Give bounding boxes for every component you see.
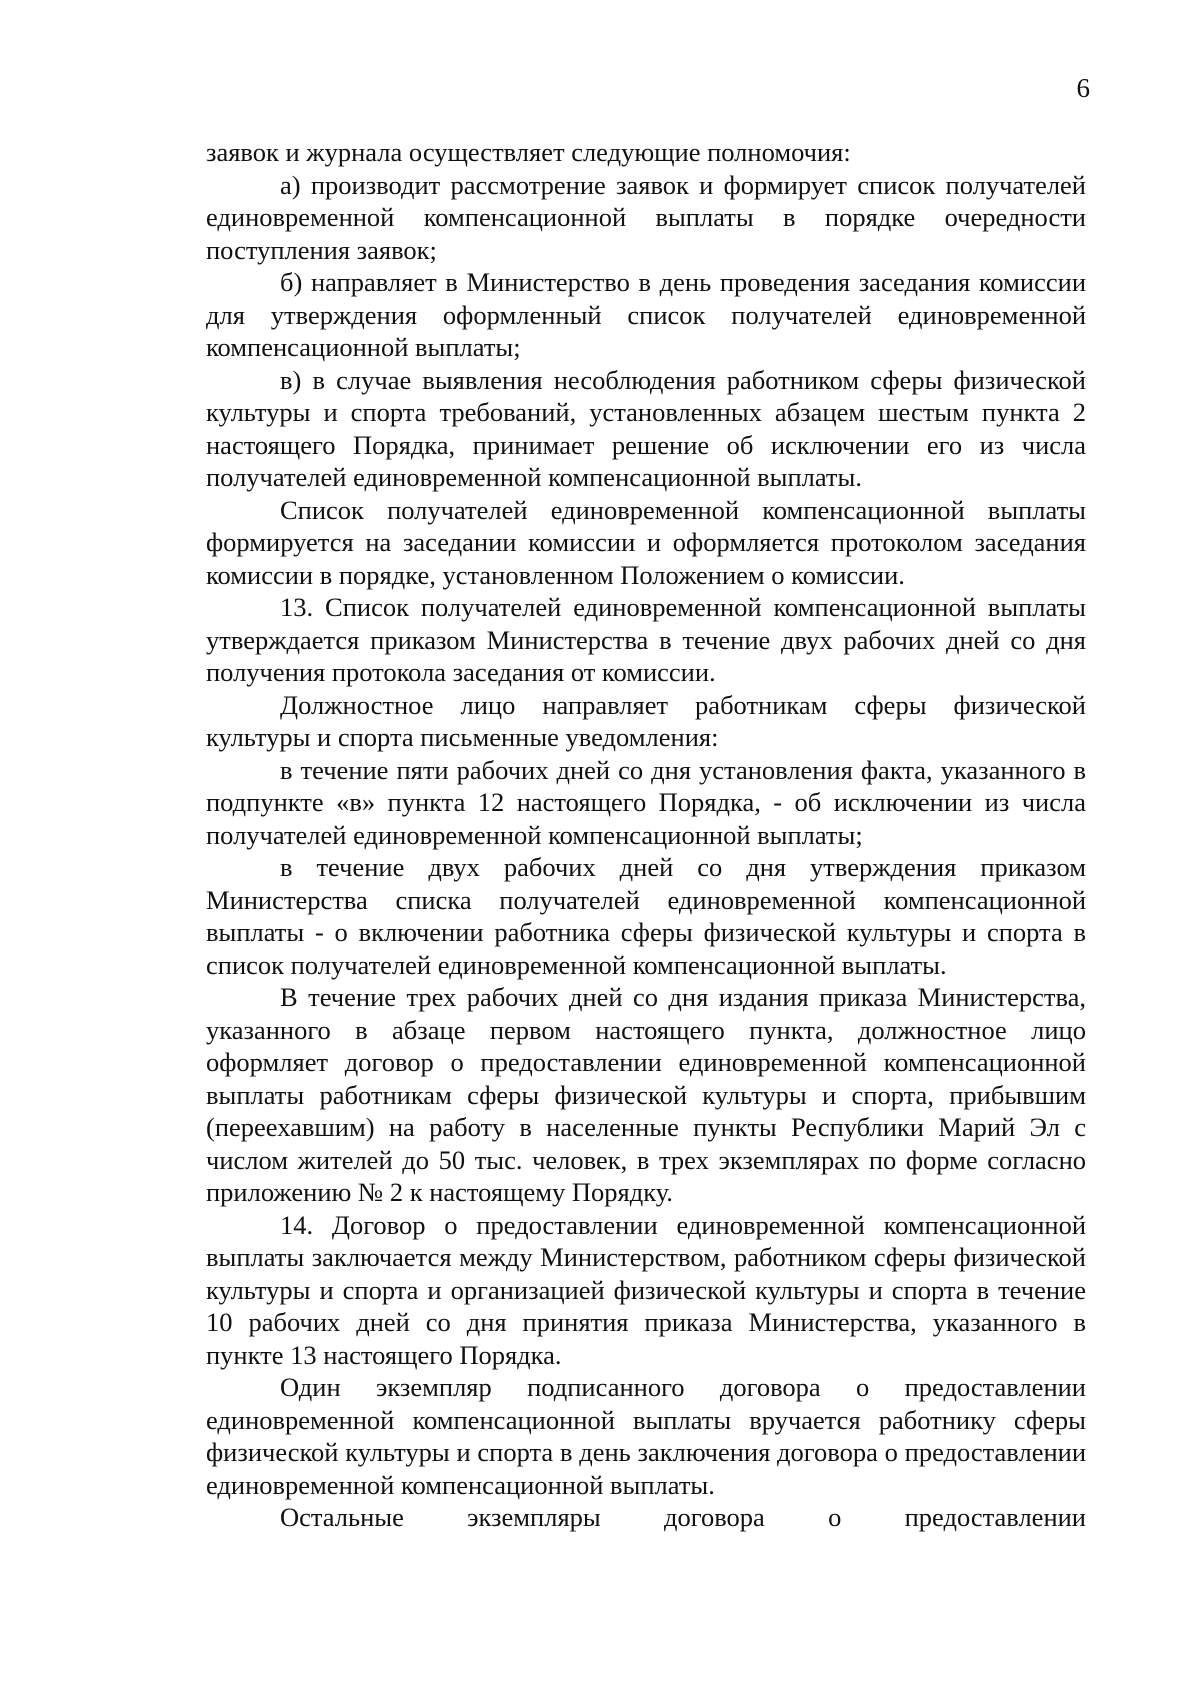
paragraph: в течение пяти рабочих дней со дня установления факта, указанного в подпункте «в» пункта 12 настоящего Порядка, - об исключении из числа получателей единовременной компенсационной выплаты; (206, 754, 1086, 850)
paragraph: Остальные экземпляры договора о предоставлении (280, 1502, 1086, 1532)
paragraph: 13. Список получателей единовременной компенсационной выплаты утверждается приказом Министерства в течение двух рабочих дней со дня получения протокола заседания от комиссии. (206, 592, 1086, 687)
paragraph: Один экземпляр подписанного договора о предоставлении единовременной компенсационной выплаты вручается работнику сферы физической культуры и спорта в день заключения договора о предоставлении единовременной компенсационной выплаты. (206, 1372, 1086, 1500)
paragraph: б) направляет в Министерство в день проведения заседания комиссии для утверждения оформленный список получателей единовременной компенсационной выплаты; (206, 267, 1086, 362)
paragraph: Список получателей единовременной компенсационной выплаты формируется на заседании комиссии и оформляется протоколом заседания комиссии в порядке, установленном Положением о комиссии. (206, 494, 1086, 590)
paragraph: Должностное лицо направляет работникам сферы физической культуры и спорта письменные уведомления: (206, 689, 1086, 752)
paragraph: в) в случае выявления несоблюдения работником сферы физической культуры и спорта требований, установленных абзацем шестым пункта 2 настоящего Порядка, принимает решение об исключении его из числа получателей единовременной компенсационной выплаты. (206, 364, 1086, 492)
paragraph: В течение трех рабочих дней со дня издания приказа Министерства, указанного в абзаце первом настоящего пункта, должностное лицо оформляет договор о предоставлении единовременной компенсационной выплаты работникам сферы физической культуры и спорта, прибывшим (переехавшим) на работу в населенные пункты Республики Марий Эл с числом жителей до 50 тыс. человек, в трех экземплярах по форме согласно приложению № 2 к настоящему Порядку. (206, 982, 1086, 1207)
document-body (206, 136, 1086, 1534)
paragraph: заявок и журнала осуществляет следующие полномочия: (206, 137, 851, 167)
paragraph: 14. Договор о предоставлении единовременной компенсационной выплаты заключается между Министерством, работником сферы физической культуры и спорта и организацией физической культуры и спорта в течение 10 рабочих дней со дня принятия приказа Министерства, указанного в пункте 13 настоящего Порядка. (206, 1209, 1086, 1370)
paragraph: в течение двух рабочих дней со дня утверждения приказом Министерства списка получателей единовременной компенсационной выплаты - о включении работника сферы физической культуры и спорта в список получателей единовременной компенсационной выплаты. (206, 852, 1086, 980)
page-number: 6 (1076, 73, 1090, 103)
paragraph: а) производит рассмотрение заявок и формирует список получателей единовременной компенсационной выплаты в порядке очередности поступления заявок; (206, 169, 1086, 265)
